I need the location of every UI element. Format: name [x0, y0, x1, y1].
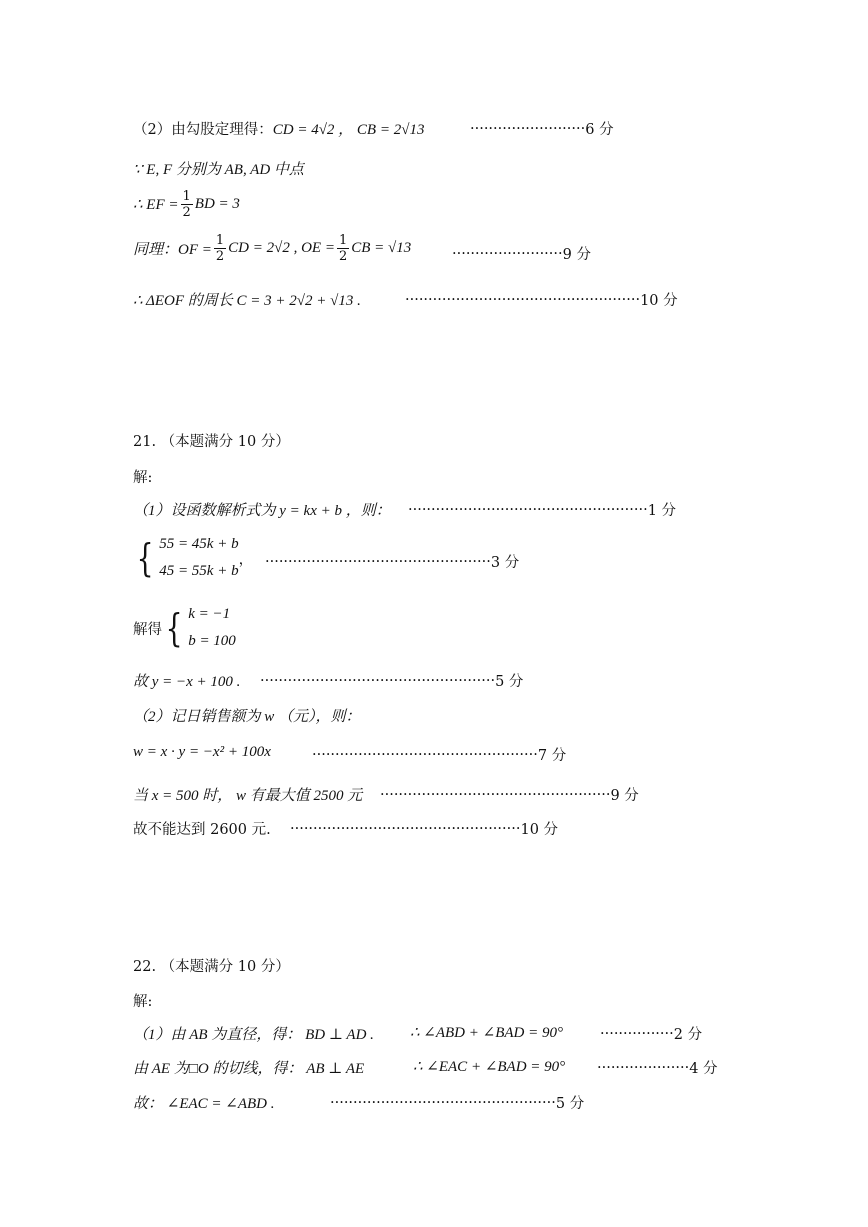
score-label: 9 分 — [562, 247, 591, 263]
dot-leader: ···················································· — [408, 501, 648, 518]
s20-line1 — [133, 118, 424, 139]
s20-line3 — [133, 190, 240, 219]
equation: 55 = 45k + b — [159, 536, 239, 552]
q22-line2-text: 由 AE 为□O 的切线，得： AB ⊥ AE — [133, 1061, 365, 1077]
fraction-denominator: 2 — [215, 249, 225, 264]
q22-line2-therefore — [413, 1057, 565, 1076]
q21-answer-label: 解: — [133, 470, 153, 486]
equation: k = −1 — [188, 606, 231, 622]
q22-heading: 22. （本题满分 10 分） — [133, 959, 290, 975]
fraction — [181, 190, 193, 219]
q22-line1-therefore — [410, 1023, 563, 1042]
dot-leader: ··················································· — [405, 291, 641, 308]
dot-leader: ················································· — [330, 1094, 556, 1111]
q22-line2-therefore-text: ∴ ∠EAC + ∠BAD = 90° — [413, 1059, 566, 1075]
score-label: 2 分 — [673, 1027, 703, 1043]
brace-icon: { — [165, 606, 183, 650]
s20-line4 — [133, 234, 411, 263]
s20-line3-suffix: BD = 3 — [194, 196, 240, 212]
q22-line2-score — [597, 1057, 718, 1078]
q22-line1 — [133, 1023, 374, 1044]
q21-result-text: 故 y = −x + 100 . — [133, 674, 241, 690]
fraction-numerator: 1 — [182, 189, 191, 204]
q21-part1 — [133, 499, 391, 520]
score-label: 5 分 — [555, 1096, 585, 1112]
q21-part2-eq-score — [312, 744, 566, 765]
score-label: 4 分 — [689, 1061, 718, 1077]
s20-line1-math: CD = 4√2 ， CB = 2√13 — [272, 122, 425, 138]
dot-leader: ··················································· — [260, 672, 496, 689]
fraction-numerator: 1 — [215, 233, 225, 248]
system-tail: ， — [238, 551, 254, 568]
fraction-denominator: 2 — [338, 249, 348, 264]
score-label: 10 分 — [520, 822, 559, 838]
dot-leader: ·················································· — [380, 786, 611, 803]
q21-part1-score — [408, 499, 676, 520]
score-label: 7 分 — [537, 748, 567, 764]
q22-line3-score — [330, 1092, 584, 1113]
q21-part2 — [133, 705, 361, 726]
equation-system — [159, 531, 238, 585]
q21-result-score — [260, 670, 523, 691]
equation: 45 = 55k + b — [159, 563, 239, 579]
dot-leader: ················································· — [265, 553, 491, 570]
q22-line3-text: 故： ∠EAC = ∠ABD . — [133, 1096, 275, 1112]
q21-part2-max-score — [380, 784, 639, 805]
q22-line1-therefore-text: ∴ ∠ABD + ∠BAD = 90° — [410, 1025, 563, 1041]
score-label: 3 分 — [490, 555, 520, 571]
s20-line4-prefix: 同理：OF = — [133, 242, 212, 258]
dot-leader: ·················································· — [290, 820, 521, 837]
score-label: 1 分 — [647, 503, 677, 519]
fraction — [214, 234, 226, 263]
brace-icon: { — [136, 536, 154, 580]
dot-leader: ················ — [600, 1025, 674, 1042]
q21-part2-concl-text: 故不能达到 2600 元. — [133, 822, 271, 838]
q21-system2 — [133, 601, 236, 655]
q22-answer-label: 解: — [133, 994, 153, 1010]
equation-system — [188, 601, 236, 655]
score-label: 9 分 — [610, 788, 639, 804]
solve-label: 解得 — [133, 621, 162, 638]
q21-system1 — [133, 531, 253, 585]
s20-line4-suffix: CB = √13 — [351, 240, 412, 256]
q22-line3 — [133, 1092, 275, 1113]
s20-line1-score — [470, 118, 614, 139]
s20-line1-label: （2）由勾股定理得： — [133, 122, 273, 138]
s20-line3-prefix: ∴ EF = — [133, 197, 179, 213]
q22-line1-score — [600, 1023, 702, 1044]
s20-line5-score — [405, 289, 678, 310]
q21-result — [133, 670, 240, 691]
score-label: 6 分 — [585, 122, 614, 138]
q21-part2-text: （2）记日销售额为 w （元），则： — [133, 709, 361, 725]
fraction — [337, 234, 349, 263]
q21-part2-max-text: 当 x = 500 时， w 有最大值 2500 元 — [133, 788, 363, 804]
s20-line2 — [133, 158, 304, 179]
dot-leader: ························ — [452, 245, 563, 262]
s20-line5-text: ∴ ΔEOF 的周长 C = 3 + 2√2 + √13 . — [133, 293, 361, 309]
s20-line4-mid: CD = 2√2 , OE = — [228, 240, 335, 256]
s20-line4-score — [452, 243, 591, 264]
q21-part2-concl-score — [290, 818, 558, 839]
q21-part2-max — [133, 784, 362, 805]
q21-part2-eq-text: w = x · y = −x² + 100x — [133, 744, 271, 760]
fraction-denominator: 2 — [182, 205, 191, 220]
q22-line1-text: （1）由 AB 为直径，得： BD ⊥ AD . — [133, 1027, 374, 1043]
fraction-numerator: 1 — [338, 233, 348, 248]
q22-line2 — [133, 1057, 364, 1078]
score-label: 10 分 — [640, 293, 678, 309]
q21-heading: 21. （本题满分 10 分） — [133, 434, 290, 450]
dot-leader: ···················· — [597, 1059, 690, 1076]
s20-line5 — [133, 289, 361, 310]
equation: b = 100 — [188, 633, 236, 649]
dot-leader: ························· — [470, 120, 586, 137]
dot-leader: ················································· — [312, 746, 538, 763]
q21-part1-text: （1）设函数解析式为 y = kx + b ，则： — [133, 503, 391, 519]
score-label: 5 分 — [495, 674, 524, 690]
q21-system1-score — [265, 551, 519, 572]
s20-line2-text: ∵ E, F 分别为 AB, AD 中点 — [133, 162, 304, 178]
q21-part2-eq — [133, 744, 271, 761]
q21-part2-concl — [133, 818, 271, 839]
